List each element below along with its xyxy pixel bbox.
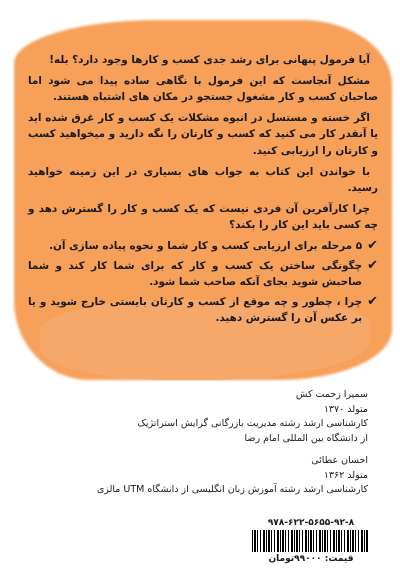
checkmark-icon: ✔ [367,237,378,253]
author-birth-year: متولد ۱۳۷۰ [323,403,368,415]
author-university: از دانشگاه بین المللی امام رضا [244,432,368,444]
author-bio [68,454,368,498]
author-name: احسان عطائی [311,455,368,466]
barcode-image [252,530,368,552]
checklist-item [28,238,378,255]
author-bio [68,388,368,446]
checklist-item [28,258,378,291]
blurb-paragraph: آیا فرمول پنهانی برای رشد جدی کسب و کارها وجود دارد؟ بله! [49,54,370,66]
blurb-paragraph: با خواندن این کتاب به جواب های بسیاری در این زمینه خواهید رسید. [28,165,378,195]
checklist-item [28,294,378,327]
checklist-text: چرا ، چطور و چه موقع از کسب و کارتان بایستی خارج شوید و یا بر عکس آن را گسترش دهید. [28,295,363,325]
checkmark-icon: ✔ [367,257,378,273]
author-degree: کارشناسی ارشد رشته آموزش زبان انگلیسی از دانشگاه UTM مالزی [96,484,368,495]
blurb-paragraph: مشکل آنجاست که این فرمول با نگاهی ساده پیدا می شود اما صاحبان کسب و کار مشغول جستجو در مکان های اشتباه هستند. [28,74,378,104]
price-label: قیمت: ۹۹۰۰۰تومان [268,554,354,564]
author-birth-year: متولد ۱۳۶۲ [323,469,368,481]
author-name: سمیرا زحمت کش [295,389,368,400]
back-cover-blurb [28,52,378,327]
checkmark-icon: ✔ [367,293,378,309]
isbn-number: ۹۷۸-۶۲۲-۵۶۵۵-۹۲-۸ [267,518,355,528]
author-degree: کارشناسی ارشد رشته مدیریت بازرگانی گرایش استراتژیک [137,418,368,429]
author-bios [68,388,368,506]
checklist-text: چگونگی ساختن یک کسب و کار که برای شما کار کند و شما صاحبش شوید بجای آنکه صاحب شما شود. [28,259,363,289]
barcode-block [252,518,370,564]
checklist-text: ۵ مرحله برای ارزیابی کسب و کار شما و نحوه پیاده سازی آن. [49,239,363,252]
blurb-paragraph: اگر خسته و مستسل در انبوه مشکلات یک کسب و کار غرق شده اید یا آنقدر کار می کنید که کسب و کارتان را نگه دارید و میخواهید کسب و کارتان را ارزیابی کنید. [28,111,378,157]
blurb-paragraph: چرا کارآفرین آن فردی نیست که یک کسب و کار را گسترش دهد و چه کسی باید این کار را بکند؟ [28,202,378,232]
